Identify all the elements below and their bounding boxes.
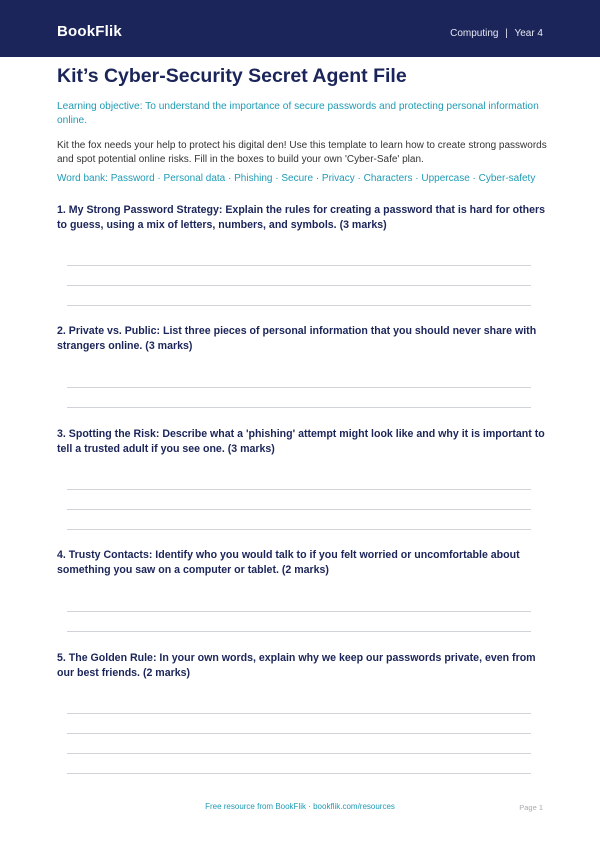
answer-line[interactable] [67, 773, 531, 774]
word-bank: Word bank: Password · Personal data · Phishing · Secure · Privacy · Characters · Uppercase · Cyber-safety [57, 173, 536, 184]
answer-line[interactable] [67, 265, 531, 266]
subject-label: Computing [450, 28, 499, 39]
brand-logo-text: BookFlik [57, 23, 122, 40]
subject-year-label [450, 28, 543, 39]
answer-line[interactable] [67, 387, 531, 388]
page-header [0, 0, 600, 57]
header-separator: | [505, 28, 508, 39]
question-3: 3. Spotting the Risk: Describe what a 'phishing' attempt might look like and why it is important to tell a trusted adult if you see one. (3 marks) [57, 428, 545, 455]
answer-line[interactable] [67, 509, 531, 510]
page-number: Page 1 [519, 803, 543, 812]
answer-line[interactable] [67, 285, 531, 286]
answer-line[interactable] [67, 489, 531, 490]
year-label: Year 4 [514, 28, 543, 39]
answer-line[interactable] [67, 407, 531, 408]
answer-line[interactable] [67, 713, 531, 714]
learning-objective: Learning objective: To understand the importance of secure passwords and protecting personal information online. [57, 101, 539, 126]
question-5: 5. The Golden Rule: In your own words, explain why we keep our passwords private, even from our best friends. (2 marks) [57, 652, 536, 679]
question-4: 4. Trusty Contacts: Identify who you would talk to if you felt worried or uncomfortable about something you saw on a computer or tablet. (2 marks) [57, 549, 520, 576]
question-1: 1. My Strong Password Strategy: Explain the rules for creating a password that is hard for others to guess, using a mix of letters, numbers, and symbols. (3 marks) [57, 204, 546, 231]
answer-line[interactable] [67, 631, 531, 632]
answer-line[interactable] [67, 753, 531, 754]
intro-text: Kit the fox needs your help to protect his digital den! Use this template to learn how to create strong passwords and spot potential online risks. Fill in the boxes to build your own 'Cyber-Safe' plan. [57, 140, 547, 165]
footer-resource-link[interactable]: Free resource from BookFlik · bookflik.com/resources [205, 802, 395, 811]
answer-line[interactable] [67, 611, 531, 612]
answer-line[interactable] [67, 733, 531, 734]
question-2: 2. Private vs. Public: List three pieces of personal information that you should never share with strangers online. (3 marks) [57, 325, 537, 352]
answer-line[interactable] [67, 305, 531, 306]
worksheet-title: Kit’s Cyber-Security Secret Agent File [57, 65, 407, 87]
answer-line[interactable] [67, 529, 531, 530]
